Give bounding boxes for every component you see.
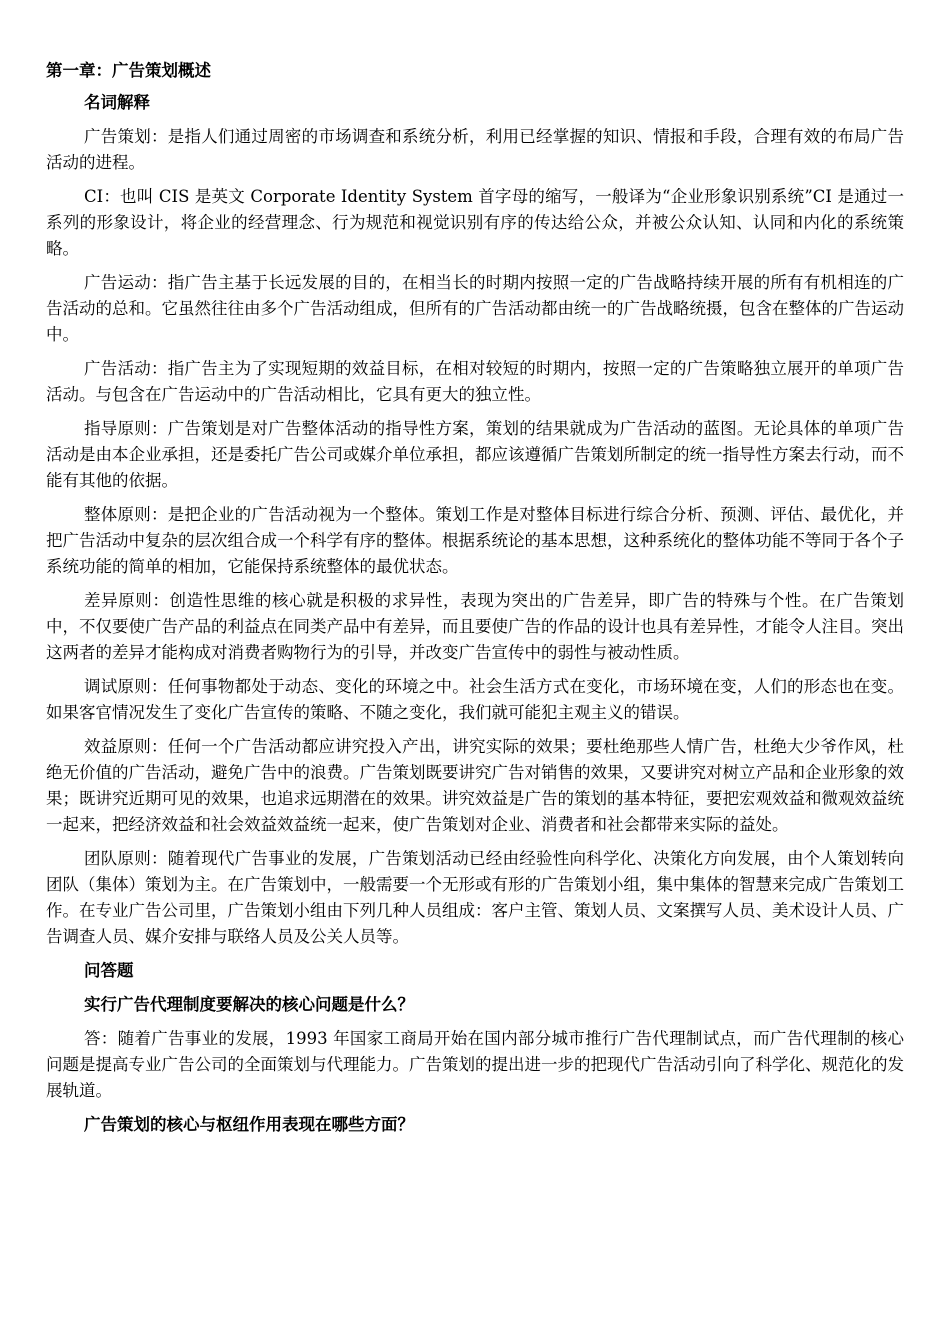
term-adjustment-principle: 调试原则：任何事物都处于动态、变化的环境之中。社会生活方式在变化，市场环境在变，人们的形态也在变。如果客官情况发生了变化广告宣传的策略、不随之变化，我们就可能犯主观主义的错误。 [46, 677, 904, 722]
term-advertising-planning: 广告策划：是指人们通过周密的市场调查和系统分析，利用已经掌握的知识、情报和手段，合理有效的布局广告活动的进程。 [46, 127, 904, 172]
answer-1: 答：随着广告事业的发展，1993 年国家工商局开始在国内部分城市推行广告代理制试点，而广告代理制的核心问题是提高专业广告公司的全面策划与代理能力。广告策划的提出进一步的把现代广告活动引向了科学化、规范化的发展轨道。 [46, 1029, 904, 1100]
term-advertising-activity: 广告活动：指广告主为了实现短期的效益目标，在相对较短的时期内，按照一定的广告策略独立展开的单项广告活动。与包含在广告运动中的广告活动相比，它具有更大的独立性。 [46, 359, 904, 404]
question-2: 广告策划的核心与枢纽作用表现在哪些方面？ [84, 1115, 414, 1134]
term-advertising-campaign: 广告运动：指广告主基于长远发展的目的，在相当长的时期内按照一定的广告战略持续开展的所有有机相连的广告活动的总和。它虽然往往由多个广告活动组成，但所有的广告活动都由统一的广告战略统摄，包含在整体的广告运动中。 [46, 273, 904, 344]
term-integrity-principle: 整体原则：是把企业的广告活动视为一个整体。策划工作是对整体目标进行综合分析、预测、评估、最优化，并把广告活动中复杂的层次组合成一个科学有序的整体。根据系统论的基本思想，这种系统化的整体功能不等同于各个子系统功能的简单的相加，它能保持系统整体的最优状态。 [46, 505, 904, 576]
term-team-principle: 团队原则：随着现代广告事业的发展，广告策划活动已经由经验性向科学化、决策化方向发展，由个人策划转向团队（集体）策划为主。在广告策划中，一般需要一个无形或有形的广告策划小组，集中集体的智慧来完成广告策划工作。在专业广告公司里，广告策划小组由下列几种人员组成：客户主管、策划人员、文案撰写人员、美术设计人员、广告调查人员、媒介安排与联络人员及公关人员等。 [46, 849, 904, 946]
term-benefit-principle: 效益原则：任何一个广告活动都应讲究投入产出，讲究实际的效果；要杜绝那些人情广告，杜绝大少爷作风，杜绝无价值的广告活动，避免广告中的浪费。广告策划既要讲究广告对销售的效果，又要讲究对树立产品和企业形象的效果；既讲究近期可见的效果，也追求远期潜在的效果。讲究效益是广告的策划的基本特征，要把宏观效益和微观效益统一起来，把经济效益和社会效益效益统一起来，使广告策划对企业、消费者和社会都带来实际的益处。 [46, 737, 904, 834]
term-ci: CI：也叫 CIS 是英文 Corporate Identity System 首字母的缩写，一般译为“企业形象识别系统”CI 是通过一系列的形象设计，将企业的经营理念、行为规范和视觉识别有序的传达给公众，并被公众认知、认同和内化的系统策略。 [46, 187, 904, 258]
chapter-title: 第一章：广告策划概述 [46, 61, 211, 80]
section-heading-qa: 问答题 [84, 961, 134, 980]
section-heading-terms: 名词解释 [84, 93, 150, 112]
term-guidance-principle: 指导原则：广告策划是对广告整体活动的指导性方案，策划的结果就成为广告活动的蓝图。无论具体的单项广告活动是由本企业承担，还是委托广告公司或媒介单位承担，都应该遵循广告策划所制定的统一指导性方案去行动，而不能有其他的依据。 [46, 419, 904, 490]
question-1: 实行广告代理制度要解决的核心问题是什么？ [84, 995, 414, 1014]
term-difference-principle: 差异原则：创造性思维的核心就是积极的求异性，表现为突出的广告差异，即广告的特殊与个性。在广告策划中，不仅要使广告产品的利益点在同类产品中有差异，而且要使广告的作品的设计也具有差异性，才能令人注目。突出这两者的差异才能构成对消费者购物行为的引导，并改变广告宣传中的弱性与被动性质。 [46, 591, 904, 662]
document-page [46, 58, 904, 1146]
